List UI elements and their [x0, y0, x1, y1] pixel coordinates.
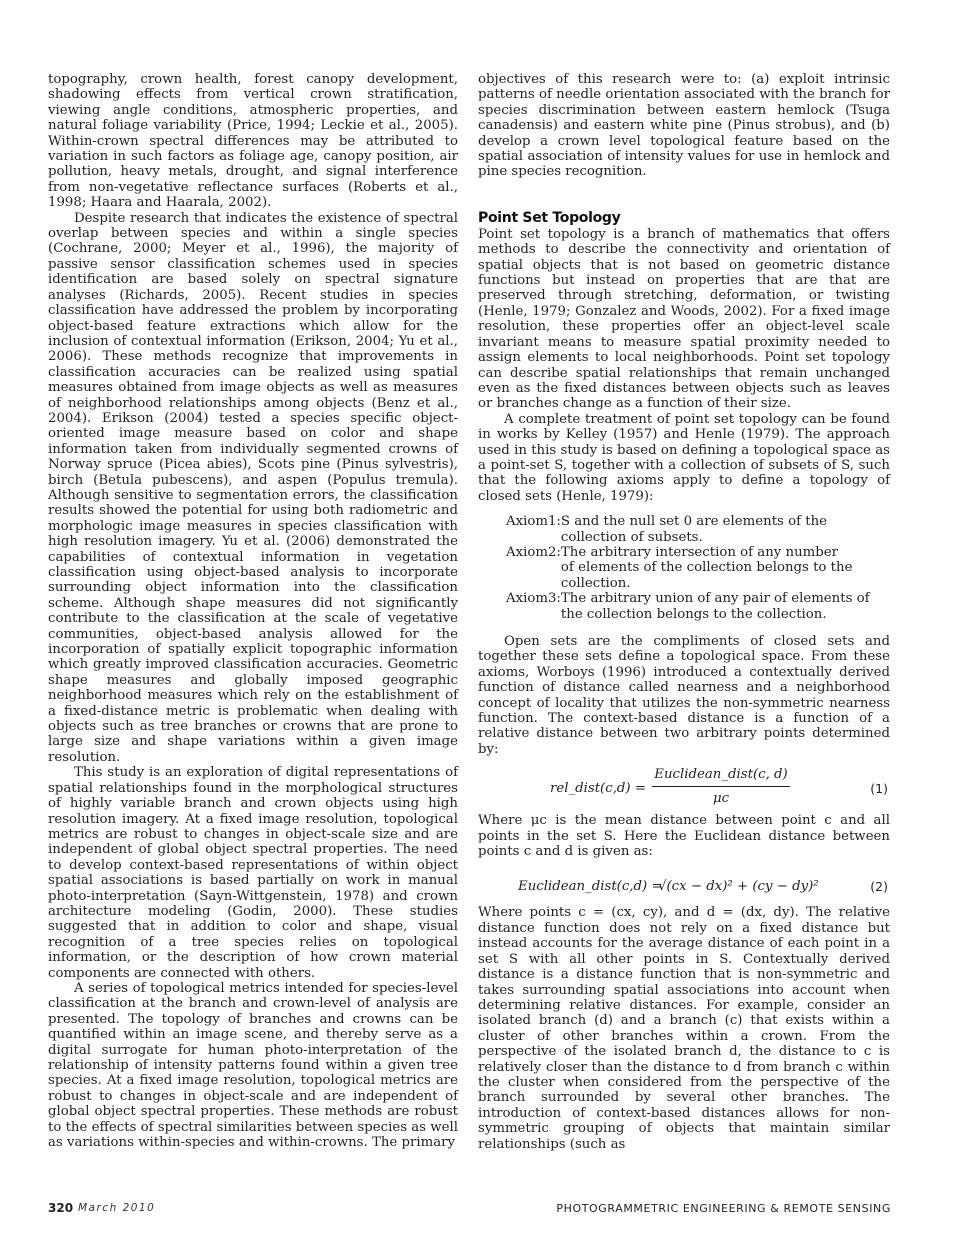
equation-1-fraction: [652, 767, 790, 806]
axiom-text: The arbitrary intersection of any number: [560, 544, 838, 560]
right-paragraph-2: Point set topology is a branch of mathematics that offers methods to describe the connectivity and orientation of spatial objects that is not based on geometric distance functions but instead on properties that are that are preserved through stretching, deformation, or twisting (Henle, 1979; Gonzalez and Woods, 2002). For a fixed image resolution, these properties offer an object-level scale invariant means to measure spatial proximity needed to assign elements to local neighborhoods. Point set topology can describe spatial relationships that remain unchanged even as the fixed distances between objects such as leaves or branches change as a function of their size.: [478, 226, 890, 412]
axiom-label: Axiom3:: [506, 591, 561, 607]
equation-1-number: (1): [870, 781, 888, 797]
left-paragraph-1: topography, crown health, forest canopy development, shadowing effects from vertical crown stratification, viewing angle conditions, atmospheric properties, and natural foliage variability (Price, 1994; Leckie et al., 2005). Within-crown spectral differences may be attributed to variation in such factors as foliage age, canopy position, air pollution, heavy metals, drought, and signal interference from non-vegetative reflectance surfaces (Roberts et al., 1998; Haara and Haarala, 2002).: [48, 72, 458, 211]
equation-1-numerator: Euclidean_dist(c, d): [652, 767, 790, 787]
axiom-text-cont: collection of subsets.: [560, 529, 703, 545]
equation-2: [478, 869, 890, 905]
equation-1: [478, 767, 890, 813]
left-paragraph-4: A series of topological metrics intended for species-level classification at the branch and crown-level of analysis are presented. The topology of branches and crowns can be quantified within an image scene, and thereby serve as a digital surrogate for human photo-interpretation of the relationship of intensity patterns found within a given tree species. At a fixed image resolution, topological metrics are robust to changes in object-scale and are independent of global object spectral properties. These methods are robust to the effects of spectral similarities between species as well as variations within-species and within-crowns. The primary: [48, 980, 458, 1151]
issue-date: March 2010: [78, 1202, 156, 1214]
axiom-text: S and the null set 0 are elements of the: [560, 514, 828, 530]
page-footer: [48, 1201, 891, 1219]
right-paragraph-5: Where μc is the mean distance between point c and all points in the set S. Here the Euclidean distance between points c and d is given as:: [478, 813, 890, 860]
axiom-label: Axiom1:: [506, 514, 561, 530]
right-paragraph-3: A complete treatment of point set topology can be found in works by Kelley (1957) and Henle (1979). The approach used in this study is based on defining a topological space as a point-set S, together with a collection of subsets of S, such that the following axioms apply to define a topology of closed sets (Henle, 1979):: [478, 411, 890, 504]
left-paragraph-2: Despite research that indicates the existence of spectral overlap between species and within a single species (Cochrane, 2000; Meyer et al., 1996), the majority of passive sensor classification schemes used in species identification are based solely on spectral signature analyses (Richards, 2005). Recent studies in species classification have addressed the problem by incorporating object-based feature extractions which allow for the inclusion of contextual information (Erikson, 2004; Yu et al., 2006). These methods recognize that improvements in classification accuracies can be realized using spatial measures obtained from image objects as well as measures of neighborhood relationships among objects (Benz et al., 2004). Erikson (2004) tested a species specific object-oriented image measure based on color and shape information taken from individually segmented crowns of Norway spruce (Picea abies), Scots pine (Pinus sylvestris), birch (Betula pubescens), and aspen (Populus tremula). Although sensitive to segmentation errors, the classification results showed the potential for using both radiometric and morphologic image measures in species classification with high resolution imagery. Yu et al. (2006) demonstrated the capabilities of contextual information in vegetation classification using object-based analysis to incorporate surrounding object information into the classification scheme. Although shape measures did not significantly contribute to the classification at the scale of vegetative communities, object-based analysis allowed for the incorporation of spatially explicit topographic information which greatly improved classification accuracies. Geometric shape measures and globally imposed geographic neighborhood measures which rely on the establishment of a fixed-distance metric is problematic when dealing with objects such as tree branches or crowns that are prone to large size and shape variations within a given image resolution.: [48, 210, 458, 765]
right-column: [478, 72, 890, 1152]
equation-2-rhs: √(cx − dx)² + (cy − dy)²: [658, 879, 819, 895]
right-paragraph-1: objectives of this research were to: (a) exploit intrinsic patterns of needle orientation associated with the branch for species discrimination between eastern hemlock (Tsuga canadensis) and eastern white pine (Pinus strobus), and (b) develop a crown level topological feature based on the spatial association of intensity values for use in hemlock and pine species recognition.: [478, 72, 890, 180]
axiom-label: Axiom2:: [506, 544, 561, 560]
page-number: 320: [48, 1201, 74, 1215]
section-heading: Point Set Topology: [478, 209, 621, 226]
axiom-text: The arbitrary union of any pair of elements of: [560, 591, 870, 607]
equation-2-lhs: Euclidean_dist(c,d) =: [518, 879, 663, 895]
axiom-3: [506, 591, 890, 622]
equation-1-denominator: μc: [712, 791, 730, 807]
left-column: [48, 72, 458, 1150]
equation-1-lhs: rel_dist(c,d) =: [550, 781, 646, 797]
axiom-text-cont: the collection belongs to the collection.: [560, 606, 827, 622]
left-paragraph-3: This study is an exploration of digital representations of spatial relationships found in the morphological structures of highly variable branch and crown objects using high resolution imagery. At a fixed image resolution, topological metrics are robust to changes in object-scale size and are independent of global object spectral properties. The need to develop context-based representations of within object spatial associations is based partially on work in manual photo-interpretation (Sayn-Wittgenstein, 1978) and crown architecture modeling (Godin, 2000). These studies suggested that in addition to color and shape, visual recognition of a tree species relies on topological information, or the description of how crown material components are connected with others.: [48, 765, 458, 981]
journal-name: PHOTOGRAMMETRIC ENGINEERING & REMOTE SENSING: [556, 1202, 891, 1215]
equation-2-number: (2): [870, 879, 888, 895]
axiom-2: [506, 545, 890, 591]
right-paragraph-6: Where points c = (cx, cy), and d = (dx, dy). The relative distance function does not rely on a fixed distance but instead accounts for the average distance of each point in a set S with all other points in S. Contextually derived distance is a distance function that is non-symmetric and takes surrounding spatial associations into account when determining relative distances. For example, consider an isolated branch (d) and a branch (c) that exists within a cluster of other branches within a crown. From the perspective of the isolated branch d, the distance to c is relatively closer than the distance to d from branch c within the cluster when considered from the perspective of the branch surrounded by several other branches. The introduction of context-based distances allows for non-symmetric grouping of objects that maintain similar relationships (such as: [478, 905, 890, 1152]
axiom-list: [478, 514, 890, 622]
axiom-text-cont: of elements of the collection belongs to the collection.: [560, 560, 853, 591]
right-paragraph-4: Open sets are the compliments of closed sets and together these sets define a topological space. From these axioms, Worboys (1996) introduced a contextually derived function of distance called nearness and a neighborhood concept of locality that utilizes the non-symmetric nearness function. The context-based distance is a function of a relative distance between two arbitrary points determined by:: [478, 634, 890, 757]
axiom-1: [506, 514, 890, 545]
